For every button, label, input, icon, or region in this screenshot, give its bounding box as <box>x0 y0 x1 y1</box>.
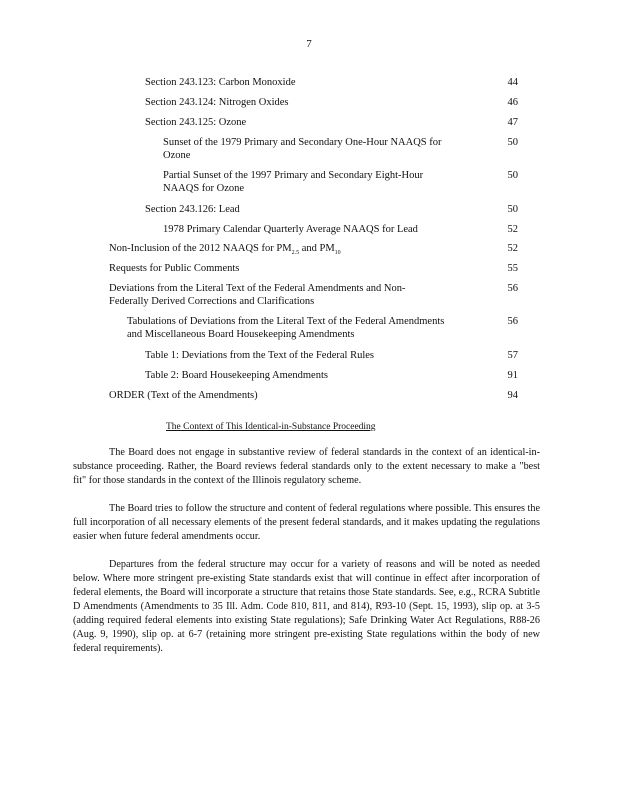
body-paragraph <box>73 446 540 488</box>
toc-entry <box>163 136 483 162</box>
toc-entry <box>109 262 239 275</box>
toc-page: 55 <box>507 263 518 274</box>
toc-text-cont: NAAQS for Ozone <box>163 183 245 194</box>
toc-text-mid: and PM <box>299 243 335 254</box>
paragraph-text: The Board tries to follow the structure and content of federal regulations where possible. This ensures the full incorporation of all necessary elements of the present federal standards, and it makes updating the regulations easier when future federal amendments occur. <box>73 503 540 542</box>
toc-text: Section 243.123: Carbon Monoxide <box>145 77 296 88</box>
toc-text-cont: Federally Derived Corrections and Clarifications <box>109 296 315 307</box>
paragraph-text: Departures from the federal structure may occur for a variety of reasons and will be noted as needed below. Where more stringent pre-existing State standards exist that will continue in effect after incorporation of federal elements, the Board will incorporate a structure that retains those State standards. See, e.g., RCRA Subtitle D Amendments (Amendments to 35 Ill. Adm. Code 810, 811, and 814), R93-10 (Sept. 15, 1993), slip op. at 3-5 (adding required federal elements into existing State regulations); Safe Drinking Water Act Regulations, R88-26 (Aug. 9, 1990), slip op. at 6-7 (retaining more stringent pre-existing State regulations within the body of new federal requirements). <box>73 559 540 654</box>
toc-entry <box>163 223 418 236</box>
section-heading: The Context of This Identical-in-Substance Proceeding <box>166 422 376 432</box>
toc-page: 47 <box>507 117 518 128</box>
toc-text-cont: Ozone <box>163 150 191 161</box>
toc-entry <box>109 282 479 308</box>
toc-page: 56 <box>507 316 518 327</box>
toc-text: ORDER (Text of the Amendments) <box>109 390 258 401</box>
toc-page: 50 <box>507 204 518 215</box>
toc-entry <box>145 369 328 382</box>
toc-text: Table 1: Deviations from the Text of the Federal Rules <box>145 350 374 361</box>
toc-entry <box>145 116 246 129</box>
toc-page: 46 <box>507 97 518 108</box>
toc-entry <box>145 76 296 89</box>
toc-entry <box>163 169 483 195</box>
toc-page: 91 <box>507 370 518 381</box>
toc-entry <box>109 389 258 402</box>
toc-entry <box>145 349 374 362</box>
toc-text: Table 2: Board Housekeeping Amendments <box>145 370 328 381</box>
page-number: 7 <box>306 38 312 50</box>
toc-text: Sunset of the 1979 Primary and Secondary One-Hour NAAQS for <box>163 137 442 148</box>
toc-text: Section 243.125: Ozone <box>145 117 247 128</box>
body-paragraph <box>73 558 540 656</box>
toc-text: Section 243.124: Nitrogen Oxides <box>145 97 289 108</box>
toc-entry <box>127 315 507 341</box>
toc-entry <box>109 242 341 260</box>
toc-entry <box>145 96 288 109</box>
toc-page: 52 <box>507 224 518 235</box>
paragraph-text: The Board does not engage in substantive review of federal standards in the context of an identical-in-substance proceeding. Rather, the Board reviews federal standards only to the extent necessary to make a "best fit" for those standards in the context of the Illinois regulatory scheme. <box>73 447 540 486</box>
toc-page: 50 <box>507 137 518 148</box>
body-paragraph <box>73 502 540 544</box>
toc-text: Section 243.126: Lead <box>145 204 240 215</box>
toc-text: Tabulations of Deviations from the Literal Text of the Federal Amendments <box>127 316 445 327</box>
toc-text: Non-Inclusion of the 2012 NAAQS for PM <box>109 243 292 254</box>
toc-text: Deviations from the Literal Text of the Federal Amendments and Non- <box>109 283 406 294</box>
toc-page: 56 <box>507 283 518 294</box>
toc-text: Partial Sunset of the 1997 Primary and Secondary Eight-Hour <box>163 170 424 181</box>
toc-subscript: 10 <box>334 250 341 257</box>
toc-subscript: 2.5 <box>291 250 300 257</box>
toc-page: 57 <box>507 350 518 361</box>
toc-text: 1978 Primary Calendar Quarterly Average NAAQS for Lead <box>163 224 418 235</box>
toc-page: 50 <box>507 170 518 181</box>
toc-page: 94 <box>507 390 518 401</box>
toc-text-cont: and Miscellaneous Board Housekeeping Amendments <box>127 329 355 340</box>
toc-entry <box>145 203 240 216</box>
toc-page: 52 <box>507 243 518 254</box>
toc-text: Requests for Public Comments <box>109 263 240 274</box>
toc-page: 44 <box>507 77 518 88</box>
